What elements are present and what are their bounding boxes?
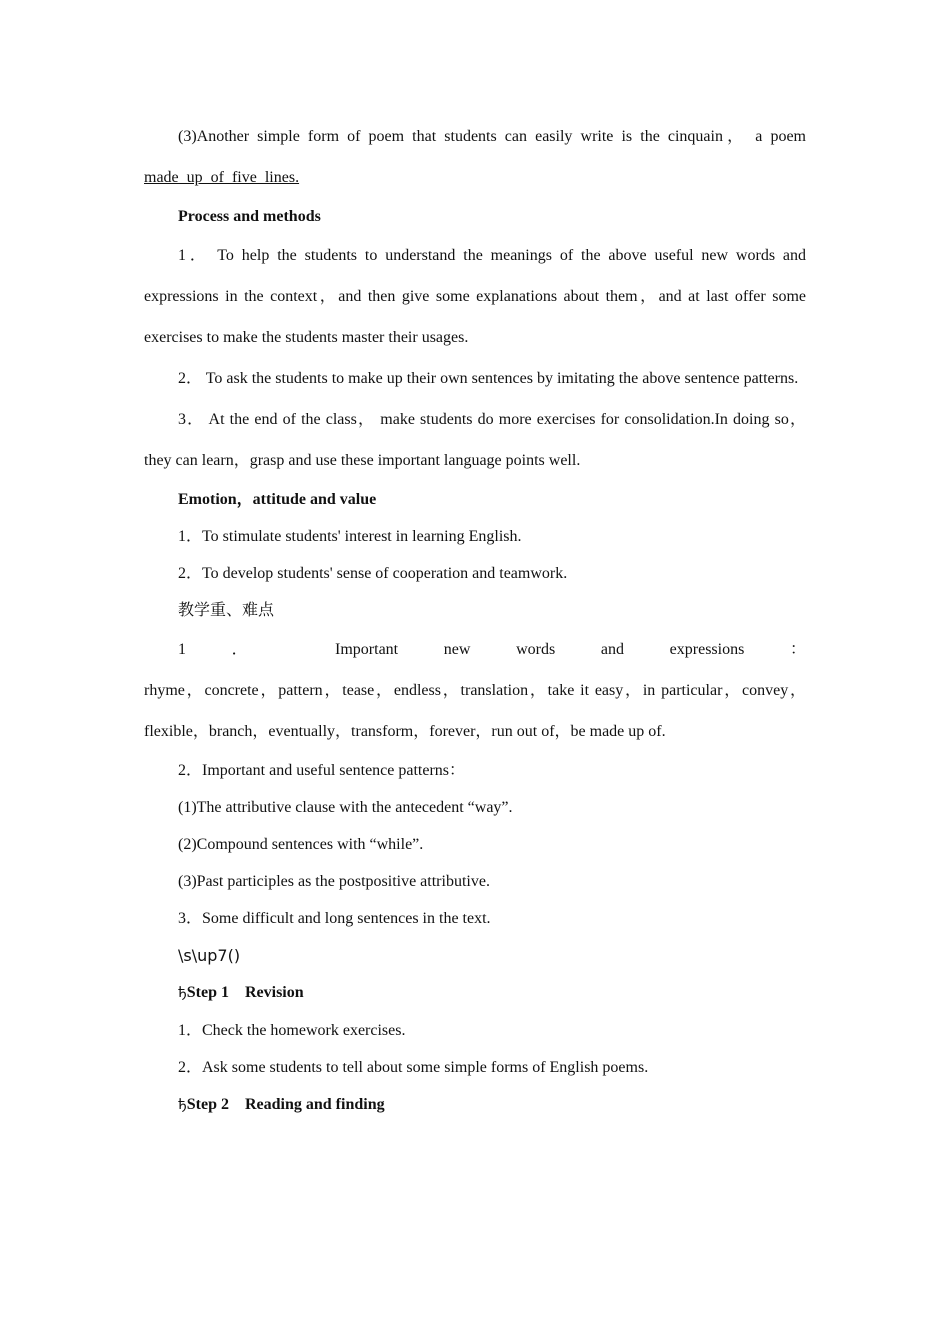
step-2-title: Step 2 Reading and finding bbox=[186, 1096, 385, 1113]
paragraph-cinquain-underlined: made_up_of_five_lines. bbox=[144, 169, 300, 186]
step-1-title: Step 1 Revision bbox=[186, 984, 304, 1001]
document-page bbox=[144, 0, 806, 1124]
paragraph-emotion-2: 2．To develop students' sense of cooperation and teamwork. bbox=[178, 565, 568, 582]
step-marker-icon: ђ bbox=[178, 1097, 187, 1113]
paragraph-key-1-title: 1 ． Important new words and expressions ： bbox=[178, 641, 806, 658]
paragraph-key-2-2: (2)Compound sentences with “while”. bbox=[178, 836, 424, 853]
step-marker-icon: ђ bbox=[178, 985, 187, 1001]
heading-step-2 bbox=[144, 1086, 806, 1124]
paragraph-process-2: 2． To ask the students to make up their own sentences by imitating the above sentence patterns. bbox=[178, 370, 799, 387]
paragraph-emotion-1: 1．To stimulate students' interest in learning English. bbox=[178, 528, 522, 545]
paragraph-key-1-words: rhyme，concrete，pattern，tease，endless，translation，take it easy，in particular，convey，flexible，branch，eventually，transform，forever，run out of，be made up of. bbox=[144, 682, 806, 740]
paragraph-process-1: 1． To help the students to understand the meanings of the above useful new words and expressions in the context，and then give some explanations about them，and at last offer some exercises to make the students master their usages. bbox=[144, 247, 806, 346]
paragraph-process-3: 3． At the end of the class， make students do more exercises for consolidation.In doing so，they can learn，grasp and use these important language points well. bbox=[144, 411, 806, 469]
heading-step-1 bbox=[144, 974, 806, 1012]
paragraph-cinquain: (3)Another simple form of poem that students can easily write is the cinquain， a poem bbox=[178, 128, 806, 145]
field-code-text: \s\up7() bbox=[178, 946, 241, 965]
paragraph-step1-1: 1．Check the homework exercises. bbox=[178, 1022, 406, 1039]
heading-emotion-attitude-value: Emotion，attitude and value bbox=[178, 491, 377, 508]
paragraph-key-2-3: (3)Past participles as the postpositive attributive. bbox=[178, 873, 490, 890]
paragraph-key-3: 3．Some difficult and long sentences in the text. bbox=[178, 910, 491, 927]
heading-key-points: 教学重、难点 bbox=[178, 602, 275, 619]
paragraph-step1-2: 2．Ask some students to tell about some simple forms of English poems. bbox=[178, 1059, 649, 1076]
top-margin bbox=[144, 0, 806, 116]
paragraph-key-2: 2．Important and useful sentence patterns： bbox=[178, 762, 466, 779]
heading-process-methods: Process and methods bbox=[178, 208, 321, 225]
paragraph-key-2-1: (1)The attributive clause with the antecedent “way”. bbox=[178, 799, 513, 816]
